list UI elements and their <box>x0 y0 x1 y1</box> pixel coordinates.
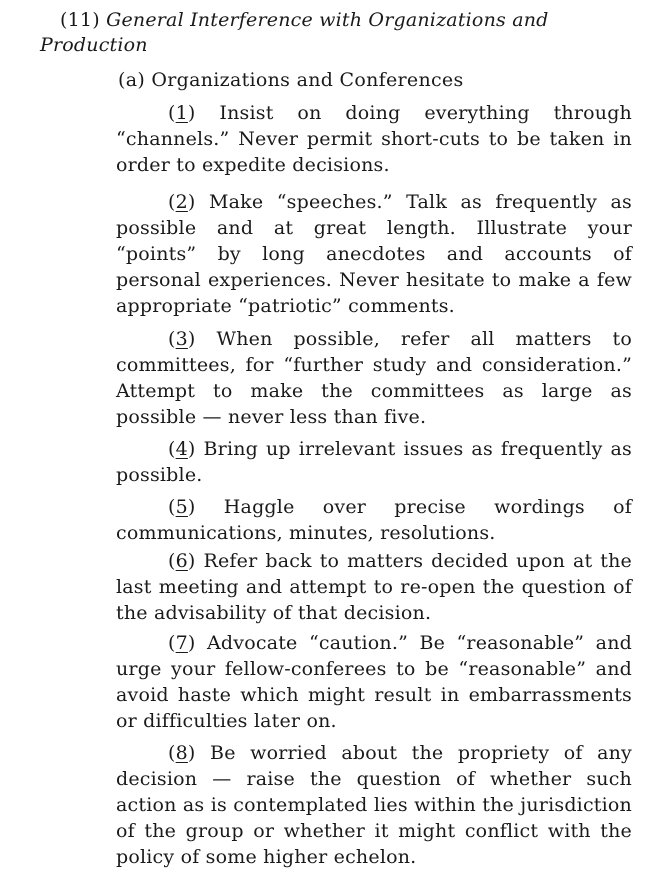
item-marker: (4) <box>168 438 196 460</box>
list-item-5 <box>116 494 632 546</box>
item-text: Insist on doing everything through “channels.” Never permit short-cuts to be taken in order to expedite decisions. <box>116 102 632 176</box>
list-item-4 <box>116 436 632 488</box>
item-text: Be worried about the propriety of any decision — raise the question of whether such action as is contemplated lies within the jurisdiction of the group or whether it might conflict with the policy of some higher echelon. <box>116 742 632 868</box>
item-text: Advocate “caution.” Be “reasonable” and urge your fellow-conferees to be “reasonable” and avoid haste which might result in embarrassments or difficulties later on. <box>116 632 632 732</box>
item-number: 7 <box>175 632 188 654</box>
item-number: 8 <box>175 742 188 764</box>
item-marker: (7) <box>168 632 196 654</box>
item-number: 4 <box>175 438 188 460</box>
item-marker: (5) <box>168 496 196 518</box>
item-marker: (1) <box>168 102 196 124</box>
list-item-7 <box>116 630 632 734</box>
item-number: 3 <box>175 328 188 350</box>
item-marker: (8) <box>168 742 196 764</box>
item-text: Haggle over precise wordings of communications, minutes, resolutions. <box>116 496 632 544</box>
item-text: When possible, refer all matters to committees, for “further study and consideration.” Attempt to make the committees as large as possible — never less than five. <box>116 328 632 428</box>
item-marker: (2) <box>168 191 196 213</box>
list-item-1 <box>116 100 632 178</box>
item-number: 6 <box>175 550 188 572</box>
section-heading <box>40 8 640 58</box>
item-text: Refer back to matters decided upon at the last meeting and attempt to re-open the question of the advisability of that decision. <box>116 550 632 624</box>
list-item-3 <box>116 326 632 430</box>
item-marker: (3) <box>168 328 196 350</box>
item-text: Bring up irrelevant issues as frequently as possible. <box>116 438 632 486</box>
subsection-heading: (a) Organizations and Conferences <box>118 69 464 91</box>
list-item-8 <box>116 740 632 870</box>
item-number: 1 <box>175 102 188 124</box>
list-item-2 <box>116 189 632 319</box>
item-marker: (6) <box>168 550 196 572</box>
list-item-6 <box>116 548 632 626</box>
section-number: (11) <box>60 9 100 31</box>
item-number: 5 <box>175 496 188 518</box>
section-title: General Interference with Organizations and Production <box>40 9 549 56</box>
item-text: Make “speeches.” Talk as frequently as possible and at great length. Illustrate your “points” by long anecdotes and accounts of personal experiences. Never hesitate to make a few appropriate “patriotic” comments. <box>116 191 632 317</box>
item-number: 2 <box>175 191 188 213</box>
